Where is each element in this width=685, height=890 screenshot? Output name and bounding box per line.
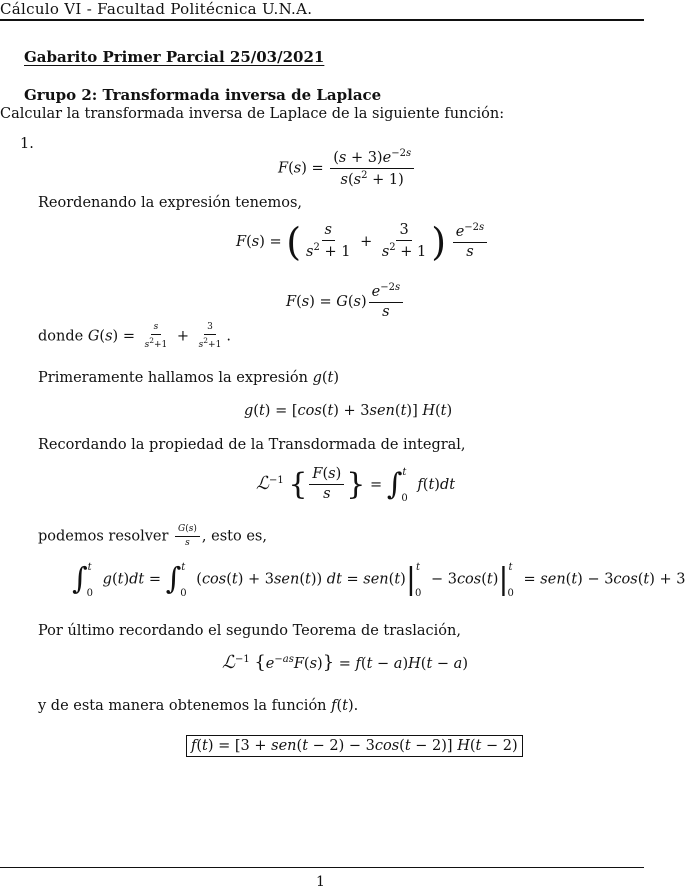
running-header: Cálculo VI - Facultad Politécnica U.N.A. bbox=[0, 0, 313, 18]
first-step-text: Primeramente hallamos la expresión g(t) bbox=[38, 370, 340, 386]
final-text: y de esta manera obtenemos la función f(t). bbox=[38, 698, 359, 714]
equation-F-G: F(s) = G(s) $\frac{e^{-2s}}{s}$ bbox=[286, 282, 405, 322]
item-number: 1. bbox=[20, 136, 34, 152]
intro-text: Calcular la transformada inversa de Laplace de la siguiente función: bbox=[0, 106, 505, 122]
final-answer-box bbox=[186, 738, 523, 754]
final-answer: f(t) = [3 + sen(t − 2) − 3cos(t − 2)] H(t − 2) bbox=[186, 735, 523, 757]
equation-g: g(t) = [cos(t) + 3sen(t)] H(t) bbox=[244, 403, 453, 419]
definition-G: donde G(s) = $\frac{s}{s^2+1}$ + $\frac{3}{s^2+1}$ . bbox=[38, 322, 231, 350]
footer-rule bbox=[0, 867, 644, 868]
translation-theorem-text: Por último recordando el segundo Teorema de traslación, bbox=[38, 623, 461, 639]
equation-F-original: F(s) = $\frac{(s + 3)e^{-2s}}{s(s^2 + 1)}$ bbox=[278, 148, 416, 189]
equation-F-rearranged: F(s) = ( $\frac{s}{s^2 + 1}$ + $\frac{3}{s^2 + 1}$ ) $\frac{e^{-2s}}{s}$ bbox=[236, 222, 489, 262]
header-rule bbox=[0, 19, 644, 21]
reordering-text: Reordenando la expresión tenemos, bbox=[38, 195, 303, 211]
equation-integral-evaluation: ∫$^t_0$ g(t)dt = ∫$^t_0$ (cos(t) + 3sen(t)) dt = $sen(t)|^t_0 - 3\cos(t)|^t_0 = sen(t) - 3\cos(t) + 3$ bbox=[72, 561, 685, 599]
solve-text: podemos resolver $\frac{G(s)}{s}$ , esto es, bbox=[38, 524, 267, 548]
document-title: Gabarito Primer Parcial 25/03/2021 bbox=[24, 48, 325, 66]
section-heading: Grupo 2: Transformada inversa de Laplace bbox=[24, 86, 382, 104]
equation-integral-property: ℒ$^{-1}$ { $\frac{F(s)}{s}$ } = ∫$^t_0$ f(t)dt bbox=[256, 466, 456, 504]
integral-property-text: Recordando la propiedad de la Transdormada de integral, bbox=[38, 437, 466, 453]
equation-translation-theorem: ℒ$^{-1}$ $\{e^{-as}F(s)\} = f(t - a)H(t - a)$ bbox=[222, 652, 468, 673]
page-number: 1 bbox=[316, 874, 325, 890]
